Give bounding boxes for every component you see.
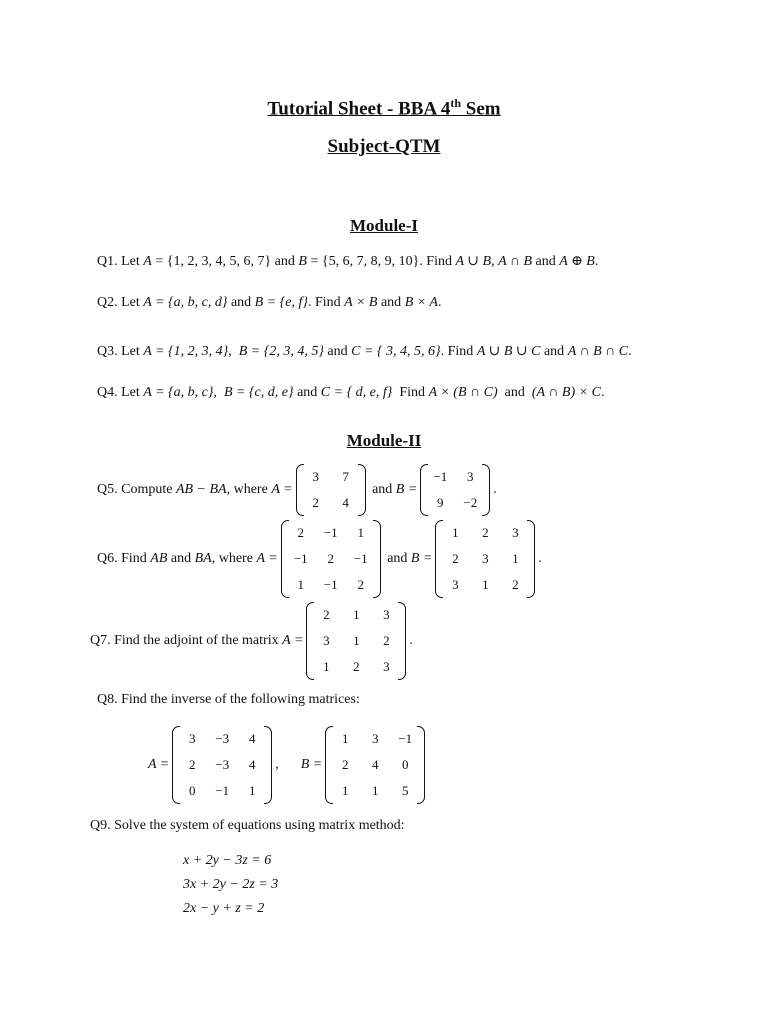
matrix-entry: 2 [342,757,349,772]
question-4: Q4. Let A = {a, b, c} , B = {c, d, e} and C = { d, e, f} Find A × (B ∩ C) and (A ∩ B) × C . [97,385,605,400]
matrix-entry: −1 [398,731,413,746]
right-paren [482,464,490,516]
matrix-q8-a [172,726,272,804]
question-2: Q2. Let A = {a, b, c, d} and B = {e, f} . Find A × B and B × A . [97,295,442,310]
matrix-entry: 7 [342,469,349,484]
matrix-q7-a [306,602,406,680]
matrix-entry: 1 [452,525,459,540]
matrix-entry: 3 [372,731,379,746]
matrix-entry: 4 [342,495,349,510]
question-7: Q7. Find the adjoint of the matrix A = 2 1 3 3 1 2 1 2 3 . [90,602,413,680]
matrix-entry: −1 [323,577,338,592]
matrix-entry: 3 [189,731,196,746]
matrix-entry: −3 [215,731,230,746]
matrix-q6-b [435,520,535,598]
matrix-entry: 2 [383,633,390,648]
matrix-entry: 1 [249,783,256,798]
matrix-entry: 1 [512,551,519,566]
matrix-entry: 3 [467,469,474,484]
matrix-entry: 2 [482,525,489,540]
matrix-entry: 4 [372,757,379,772]
matrix-entry: 3 [312,469,319,484]
matrix-entry: 1 [482,577,489,592]
matrix-entry: 2 [327,551,334,566]
matrix-entry: 2 [189,757,196,772]
question-8: Q8. Find the inverse of the following matrices: [97,692,360,707]
right-paren [417,726,425,804]
left-paren [435,520,443,598]
matrix-entry: 2 [357,577,364,592]
matrix-entry: 1 [342,731,349,746]
matrix-entry: 1 [342,783,349,798]
matrix-entry: 4 [249,731,256,746]
matrix-entry: 2 [512,577,519,592]
module-1-heading: Module-I [350,216,418,235]
right-paren [527,520,535,598]
question-6: Q6. Find AB and BA , where A = 2 −1 1 −1 2 −1 1 −1 2 and B = 1 2 3 2 3 1 3 1 2 . [97,520,542,598]
left-paren [325,726,333,804]
left-paren [281,520,289,598]
matrix-entry: 1 [372,783,379,798]
subject-title: Subject-QTM [327,136,441,157]
matrix-entry: −1 [215,783,230,798]
right-paren [398,602,406,680]
matrix-entry: −2 [463,495,478,510]
matrix-entry: 3 [383,659,390,674]
matrix-entry: 2 [323,607,330,622]
equation-2: 3x + 2y − 2z = 3 [183,877,279,892]
matrix-entry: 9 [437,495,444,510]
matrix-entry: 3 [452,577,459,592]
equation-1: x + 2y − 3z = 6 [183,853,272,868]
matrix-q5-b [420,464,490,516]
matrix-entry: −1 [433,469,448,484]
matrix-q6-a [281,520,381,598]
matrix-q8-b [325,726,425,804]
matrix-entry: 0 [189,783,196,798]
right-paren [373,520,381,598]
left-paren [296,464,304,516]
matrix-entry: 2 [312,495,319,510]
right-paren [358,464,366,516]
matrix-entry: 3 [512,525,519,540]
question-1: Q1. Let A = {1, 2, 3, 4, 5, 6, 7} and B = {5, 6, 7, 8, 9, 10} . Find A ∪ B , A ∩ B and A ⊕ B . [97,253,599,269]
matrix-entry: 1 [297,577,304,592]
matrix-entry: −3 [215,757,230,772]
equation-3: 2x − y + z = 2 [183,901,265,916]
matrix-entry: 1 [357,525,364,540]
question-9: Q9. Solve the system of equations using matrix method: [90,818,405,833]
matrix-entry: 0 [402,757,409,772]
matrix-entry: 4 [249,757,256,772]
left-paren [172,726,180,804]
matrix-entry: −1 [353,551,368,566]
left-paren [420,464,428,516]
matrix-entry: 3 [482,551,489,566]
matrix-entry: 1 [353,607,360,622]
left-paren [306,602,314,680]
matrix-entry: 1 [353,633,360,648]
question-8-matrices: A = 3 −3 4 2 −3 4 0 −1 1 , B = 1 3 −1 2 4 0 1 1 5 [148,726,428,804]
matrix-entry: 3 [383,607,390,622]
matrix-entry: −1 [293,551,308,566]
matrix-q5-a [296,464,366,516]
matrix-entry: 5 [402,783,409,798]
module-2-heading: Module-II [346,431,422,450]
matrix-entry: 2 [297,525,304,540]
matrix-entry: 3 [323,633,330,648]
matrix-entry: 2 [452,551,459,566]
question-5: Q5. Compute AB − BA , where A = 3 7 2 4 and B = −1 3 9 −2 . [97,464,497,516]
page-title: Tutorial Sheet - BBA 4th Sem [267,96,501,120]
matrix-entry: −1 [323,525,338,540]
matrix-entry: 1 [323,659,330,674]
right-paren [264,726,272,804]
question-3: Q3. Let A = {1, 2, 3, 4} , B = {2, 3, 4, 5} and C = { 3, 4, 5, 6} . Find A ∪ B ∪ C and A ∩ B ∩ C . [97,343,632,359]
matrix-entry: 2 [353,659,360,674]
